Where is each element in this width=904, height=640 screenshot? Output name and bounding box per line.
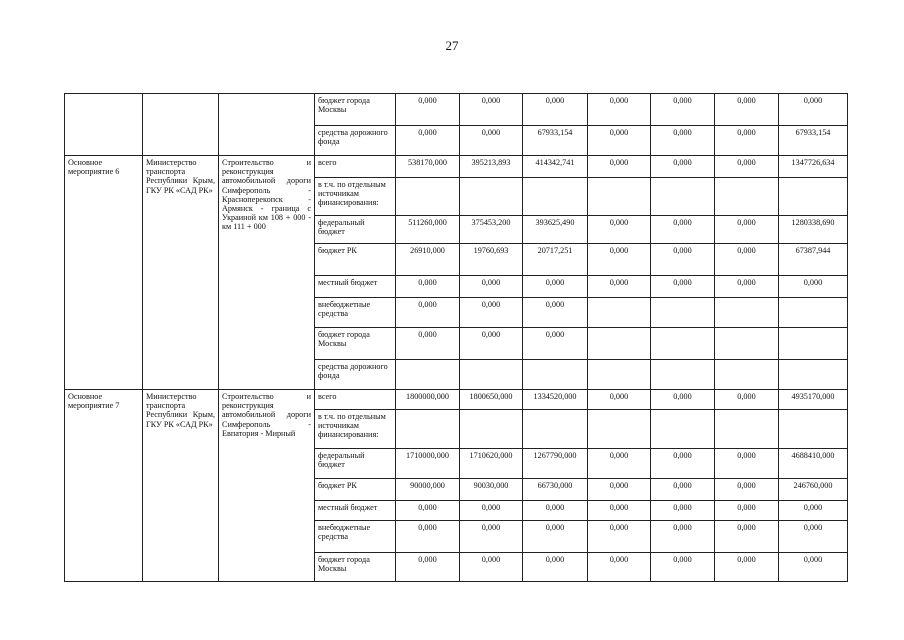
source-cell: бюджет города Москвы (315, 553, 396, 582)
value-cell: 0,000 (651, 156, 715, 178)
value-cell: 0,000 (651, 216, 715, 244)
value-cell: 1280338,690 (779, 216, 848, 244)
value-cell (460, 360, 523, 390)
value-cell: 0,000 (588, 521, 651, 553)
source-cell: федеральный бюджет (315, 216, 396, 244)
value-cell: 0,000 (396, 298, 460, 328)
source-cell: всего (315, 156, 396, 178)
value-cell (715, 410, 779, 449)
value-cell: 0,000 (715, 156, 779, 178)
value-cell (715, 328, 779, 360)
value-cell: 0,000 (715, 553, 779, 582)
value-cell: 0,000 (651, 553, 715, 582)
value-cell: 26910,000 (396, 244, 460, 276)
value-cell: 0,000 (396, 501, 460, 521)
value-cell: 0,000 (523, 298, 588, 328)
value-cell: 0,000 (588, 216, 651, 244)
value-cell (460, 410, 523, 449)
value-cell: 393625,490 (523, 216, 588, 244)
value-cell: 0,000 (588, 390, 651, 410)
value-cell: 0,000 (715, 216, 779, 244)
value-cell (523, 410, 588, 449)
value-cell: 0,000 (588, 276, 651, 298)
value-cell (715, 360, 779, 390)
value-cell (460, 178, 523, 216)
table-row (65, 390, 848, 410)
value-cell: 0,000 (523, 521, 588, 553)
value-cell: 67933,154 (523, 126, 588, 156)
value-cell: 0,000 (588, 449, 651, 479)
value-cell: 0,000 (779, 553, 848, 582)
value-cell: 0,000 (588, 94, 651, 126)
source-cell: внебюджетные средства (315, 298, 396, 328)
value-cell (396, 360, 460, 390)
value-cell: 0,000 (651, 501, 715, 521)
value-cell: 1800000,000 (396, 390, 460, 410)
executor-cell (143, 94, 219, 156)
value-cell: 0,000 (651, 479, 715, 501)
value-cell: 1710000,000 (396, 449, 460, 479)
object-cell (219, 94, 315, 156)
value-cell: 0,000 (588, 244, 651, 276)
value-cell: 375453,200 (460, 216, 523, 244)
object-cell: Строительство и реконструкция автомобильной дороги Симферополь - Красноперекопск - Армянск - граница с Украиной км 108 + 000 - км 111 + 000 (219, 156, 315, 390)
value-cell: 0,000 (460, 521, 523, 553)
value-cell: 0,000 (779, 501, 848, 521)
source-cell: бюджет города Москвы (315, 328, 396, 360)
value-cell (779, 178, 848, 216)
value-cell (396, 178, 460, 216)
object-cell: Строительство и реконструкция автомобильной дороги Симферополь - Евпатория - Мирный (219, 390, 315, 582)
value-cell (396, 410, 460, 449)
value-cell: 0,000 (715, 501, 779, 521)
value-cell: 395213,893 (460, 156, 523, 178)
value-cell: 0,000 (651, 521, 715, 553)
source-cell: местный бюджет (315, 501, 396, 521)
source-cell: бюджет города Москвы (315, 94, 396, 126)
value-cell (523, 360, 588, 390)
value-cell: 0,000 (588, 156, 651, 178)
value-cell: 0,000 (715, 244, 779, 276)
table-row (65, 156, 848, 178)
value-cell: 0,000 (396, 94, 460, 126)
value-cell: 0,000 (715, 479, 779, 501)
value-cell (588, 328, 651, 360)
value-cell: 0,000 (460, 501, 523, 521)
value-cell: 90000,000 (396, 479, 460, 501)
value-cell: 0,000 (651, 276, 715, 298)
value-cell (651, 328, 715, 360)
value-cell: 90030,000 (460, 479, 523, 501)
value-cell: 0,000 (396, 553, 460, 582)
value-cell (779, 360, 848, 390)
source-cell: бюджет РК (315, 479, 396, 501)
value-cell: 246760,000 (779, 479, 848, 501)
value-cell: 0,000 (715, 390, 779, 410)
source-cell: бюджет РК (315, 244, 396, 276)
source-cell: федеральный бюджет (315, 449, 396, 479)
value-cell (779, 298, 848, 328)
value-cell: 4688410,000 (779, 449, 848, 479)
source-cell: внебюджетные средства (315, 521, 396, 553)
value-cell: 511260,000 (396, 216, 460, 244)
value-cell: 0,000 (460, 276, 523, 298)
value-cell: 66730,000 (523, 479, 588, 501)
value-cell (779, 328, 848, 360)
source-cell: в т.ч. по отдельным источникам финансирования: (315, 178, 396, 216)
value-cell (715, 178, 779, 216)
value-cell: 0,000 (588, 479, 651, 501)
value-cell (651, 178, 715, 216)
value-cell: 0,000 (651, 449, 715, 479)
table-row (65, 94, 848, 126)
value-cell: 414342,741 (523, 156, 588, 178)
value-cell: 0,000 (715, 276, 779, 298)
executor-cell: Министерство транспорта Республики Крым, ГКУ РК «САД РК» (143, 156, 219, 390)
value-cell: 1267790,000 (523, 449, 588, 479)
value-cell: 0,000 (588, 553, 651, 582)
value-cell: 0,000 (460, 298, 523, 328)
value-cell: 0,000 (651, 244, 715, 276)
value-cell: 0,000 (588, 126, 651, 156)
value-cell: 0,000 (396, 521, 460, 553)
measure-cell: Основное мероприятие 6 (65, 156, 143, 390)
source-cell: местный бюджет (315, 276, 396, 298)
value-cell: 0,000 (651, 94, 715, 126)
value-cell: 0,000 (779, 276, 848, 298)
value-cell: 0,000 (523, 501, 588, 521)
value-cell (715, 298, 779, 328)
value-cell: 1347726,634 (779, 156, 848, 178)
value-cell: 67933,154 (779, 126, 848, 156)
value-cell: 1334520,000 (523, 390, 588, 410)
value-cell: 0,000 (715, 126, 779, 156)
value-cell (651, 360, 715, 390)
value-cell: 0,000 (396, 126, 460, 156)
measure-cell: Основное мероприятие 7 (65, 390, 143, 582)
value-cell (588, 298, 651, 328)
value-cell: 0,000 (523, 276, 588, 298)
value-cell: 1710620,000 (460, 449, 523, 479)
source-cell: всего (315, 390, 396, 410)
value-cell: 0,000 (523, 553, 588, 582)
source-cell: средства дорожного фонда (315, 360, 396, 390)
page-number: 27 (445, 38, 459, 53)
budget-table (64, 93, 848, 582)
value-cell: 4935170,000 (779, 390, 848, 410)
value-cell: 0,000 (523, 328, 588, 360)
value-cell: 0,000 (779, 94, 848, 126)
value-cell: 1800650,000 (460, 390, 523, 410)
value-cell: 0,000 (460, 553, 523, 582)
value-cell (588, 178, 651, 216)
value-cell: 0,000 (396, 328, 460, 360)
value-cell: 0,000 (523, 94, 588, 126)
value-cell (523, 178, 588, 216)
value-cell: 0,000 (460, 328, 523, 360)
value-cell: 0,000 (715, 449, 779, 479)
measure-cell (65, 94, 143, 156)
value-cell: 0,000 (779, 521, 848, 553)
value-cell (651, 410, 715, 449)
value-cell: 538170,000 (396, 156, 460, 178)
value-cell (588, 410, 651, 449)
value-cell: 19760,693 (460, 244, 523, 276)
value-cell (651, 298, 715, 328)
source-cell: средства дорожного фонда (315, 126, 396, 156)
executor-cell: Министерство транспорта Республики Крым, ГКУ РК «САД РК» (143, 390, 219, 582)
value-cell: 67387,944 (779, 244, 848, 276)
value-cell: 0,000 (651, 126, 715, 156)
value-cell: 0,000 (715, 521, 779, 553)
value-cell: 20717,251 (523, 244, 588, 276)
value-cell: 0,000 (651, 390, 715, 410)
value-cell: 0,000 (588, 501, 651, 521)
table-body (65, 94, 848, 582)
value-cell: 0,000 (396, 276, 460, 298)
value-cell: 0,000 (715, 94, 779, 126)
value-cell: 0,000 (460, 126, 523, 156)
value-cell (779, 410, 848, 449)
value-cell (588, 360, 651, 390)
source-cell: в т.ч. по отдельным источникам финансирования: (315, 410, 396, 449)
value-cell: 0,000 (460, 94, 523, 126)
